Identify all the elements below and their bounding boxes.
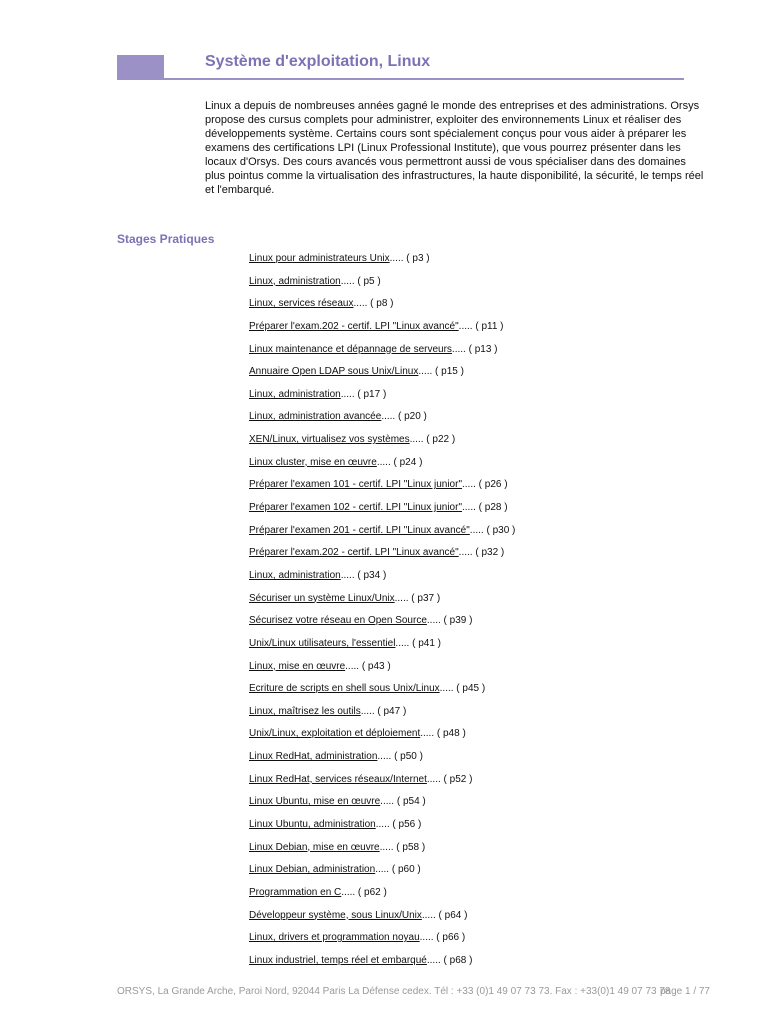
page-reference: ..... ( p54 ) (380, 796, 426, 808)
page-reference: ..... ( p45 ) (439, 683, 486, 695)
course-link[interactable]: Unix/Linux, exploitation et déploiement (249, 728, 421, 740)
course-link[interactable]: Sécuriser un système Linux/Unix (249, 592, 395, 604)
course-link[interactable]: Sécurisez votre réseau en Open Source (249, 615, 427, 627)
course-link[interactable]: Unix/Linux utilisateurs, l'essentiel (249, 637, 396, 649)
page-reference: ..... ( p34 ) (340, 569, 387, 581)
course-link[interactable]: Préparer l'exam.202 - certif. LPI "Linux avancé" (249, 320, 459, 332)
course-link[interactable]: Linux pour administrateurs Unix (249, 253, 390, 264)
list-item (249, 727, 515, 750)
list-item (249, 569, 515, 592)
list-item (249, 524, 515, 547)
page-reference: ..... ( p8 ) (353, 298, 394, 310)
page-reference: ..... ( p3 ) (389, 253, 430, 264)
page-reference: ..... ( p32 ) (458, 547, 505, 559)
course-link[interactable]: Linux RedHat, administration (249, 751, 378, 763)
list-item (249, 275, 515, 298)
course-link[interactable]: Programmation en C (249, 886, 342, 898)
course-link[interactable]: Linux, services réseaux (249, 298, 354, 310)
list-item (249, 365, 515, 388)
list-item (249, 252, 515, 275)
page-reference: ..... ( p56 ) (375, 819, 422, 831)
course-link[interactable]: Linux Debian, mise en œuvre (249, 841, 380, 853)
course-link[interactable]: XEN/Linux, virtualisez vos systèmes (249, 434, 410, 446)
page-number: page 1 / 77 (659, 986, 710, 997)
course-link[interactable]: Annuaire Open LDAP sous Unix/Linux (249, 366, 419, 378)
course-link[interactable]: Linux, administration avancée (249, 411, 382, 423)
list-item (249, 320, 515, 343)
course-link[interactable]: Linux, administration (249, 275, 341, 287)
list-item (249, 433, 515, 456)
list-item (249, 750, 515, 773)
intro-paragraph: Linux a depuis de nombreuses années gagné le monde des entreprises et des administrations. Orsys propose des cursus complets pour administrer, exploiter des environnements Linux et réaliser des développements système. Certains cours sont spécialement conçus pour vous aider à préparer les examens des certifications LPI (Linux Professional Institute), que vous pourrez présenter dans les locaux d'Orsys. Des cours avancés vous permettront aussi de vous spécialiser dans des domaines plus pointus comme la virtualisation des infrastructures, la haute disponibilité, la sécurité, le temps réel et l'embarqué. (205, 100, 704, 196)
page-reference: ..... ( p24 ) (376, 456, 423, 468)
course-link[interactable]: Préparer l'examen 102 - certif. LPI "Linux junior" (249, 502, 462, 514)
page-reference: ..... ( p13 ) (451, 343, 498, 355)
page-reference: ..... ( p66 ) (419, 932, 466, 944)
list-item (249, 931, 515, 954)
page-reference: ..... ( p60 ) (375, 864, 421, 876)
page-reference: ..... ( p30 ) (469, 524, 516, 536)
page-reference: ..... ( p41 ) (395, 637, 441, 649)
page-reference: ..... ( p37 ) (394, 592, 441, 604)
page-reference: ..... ( p22 ) (409, 434, 456, 446)
list-item (249, 410, 515, 433)
list-item (249, 863, 515, 886)
list-item (249, 546, 515, 569)
course-link[interactable]: Linux, drivers et programmation noyau (249, 932, 420, 944)
page-reference: ..... ( p20 ) (381, 411, 427, 423)
course-link[interactable]: Linux, administration (249, 569, 341, 581)
list-item (249, 773, 515, 796)
list-item (249, 660, 515, 683)
course-link[interactable]: Préparer l'examen 201 - certif. LPI "Linux avancé" (249, 524, 470, 536)
page-reference: ..... ( p28 ) (462, 502, 508, 514)
list-item (249, 909, 515, 932)
course-link[interactable]: Ecriture de scripts en shell sous Unix/Linux (249, 683, 440, 695)
page-title: Système d'exploitation, Linux (205, 53, 431, 70)
page-reference: ..... ( p48 ) (420, 728, 466, 740)
course-link[interactable]: Développeur système, sous Linux/Unix (249, 909, 422, 921)
list-item (249, 343, 515, 366)
page-reference: ..... ( p43 ) (345, 660, 391, 672)
list-item (249, 592, 515, 615)
page-reference: ..... ( p68 ) (426, 954, 473, 966)
page-reference: ..... ( p50 ) (377, 751, 423, 763)
page-reference: ..... ( p26 ) (462, 479, 508, 491)
page-reference: ..... ( p5 ) (340, 275, 381, 287)
page-reference: ..... ( p64 ) (421, 909, 468, 921)
page-reference: ..... ( p39 ) (426, 615, 473, 627)
course-link[interactable]: Linux industriel, temps réel et embarqué (249, 954, 427, 966)
page-reference: ..... ( p15 ) (418, 366, 464, 378)
course-link[interactable]: Linux, administration (249, 388, 341, 400)
page-reference: ..... ( p47 ) (360, 705, 407, 717)
course-link[interactable]: Linux RedHat, services réseaux/Internet (249, 773, 427, 785)
list-item (249, 682, 515, 705)
list-item (249, 886, 515, 909)
page-reference: ..... ( p62 ) (341, 886, 387, 898)
page-reference: ..... ( p11 ) (458, 320, 504, 332)
footer-address: ORSYS, La Grande Arche, Paroi Nord, 92044 Paris La Défense cedex. Tél : +33 (0)1 49 07 73 73. Fax : +33(0)1 49 07 73 78 (117, 986, 671, 997)
list-item (249, 637, 515, 660)
course-list (249, 252, 515, 977)
list-item (249, 456, 515, 479)
course-link[interactable]: Linux, mise en œuvre (249, 660, 346, 672)
course-link[interactable]: Linux Debian, administration (249, 864, 376, 876)
section-title: Stages Pratiques (117, 232, 215, 246)
course-link[interactable]: Linux, maîtrisez les outils (249, 705, 361, 717)
header-accent-block (117, 55, 164, 79)
course-link[interactable]: Préparer l'exam.202 - certif. LPI "Linux avancé" (249, 547, 459, 559)
course-link[interactable]: Linux Ubuntu, administration (249, 819, 376, 831)
list-item (249, 614, 515, 637)
page-reference: ..... ( p17 ) (340, 388, 387, 400)
course-link[interactable]: Linux cluster, mise en œuvre (249, 456, 377, 468)
list-item (249, 841, 515, 864)
page-reference: ..... ( p52 ) (426, 773, 473, 785)
course-link[interactable]: Linux maintenance et dépannage de serveurs (249, 343, 452, 355)
list-item (249, 795, 515, 818)
course-link[interactable]: Linux Ubuntu, mise en œuvre (249, 796, 381, 808)
course-link[interactable]: Préparer l'examen 101 - certif. LPI "Linux junior" (249, 479, 462, 491)
page-reference: ..... ( p58 ) (379, 841, 426, 853)
list-item (249, 954, 515, 977)
list-item (249, 818, 515, 841)
list-item (249, 478, 515, 501)
list-item (249, 388, 515, 411)
list-item (249, 501, 515, 524)
header-rule (117, 78, 684, 80)
list-item (249, 705, 515, 728)
list-item (249, 297, 515, 320)
